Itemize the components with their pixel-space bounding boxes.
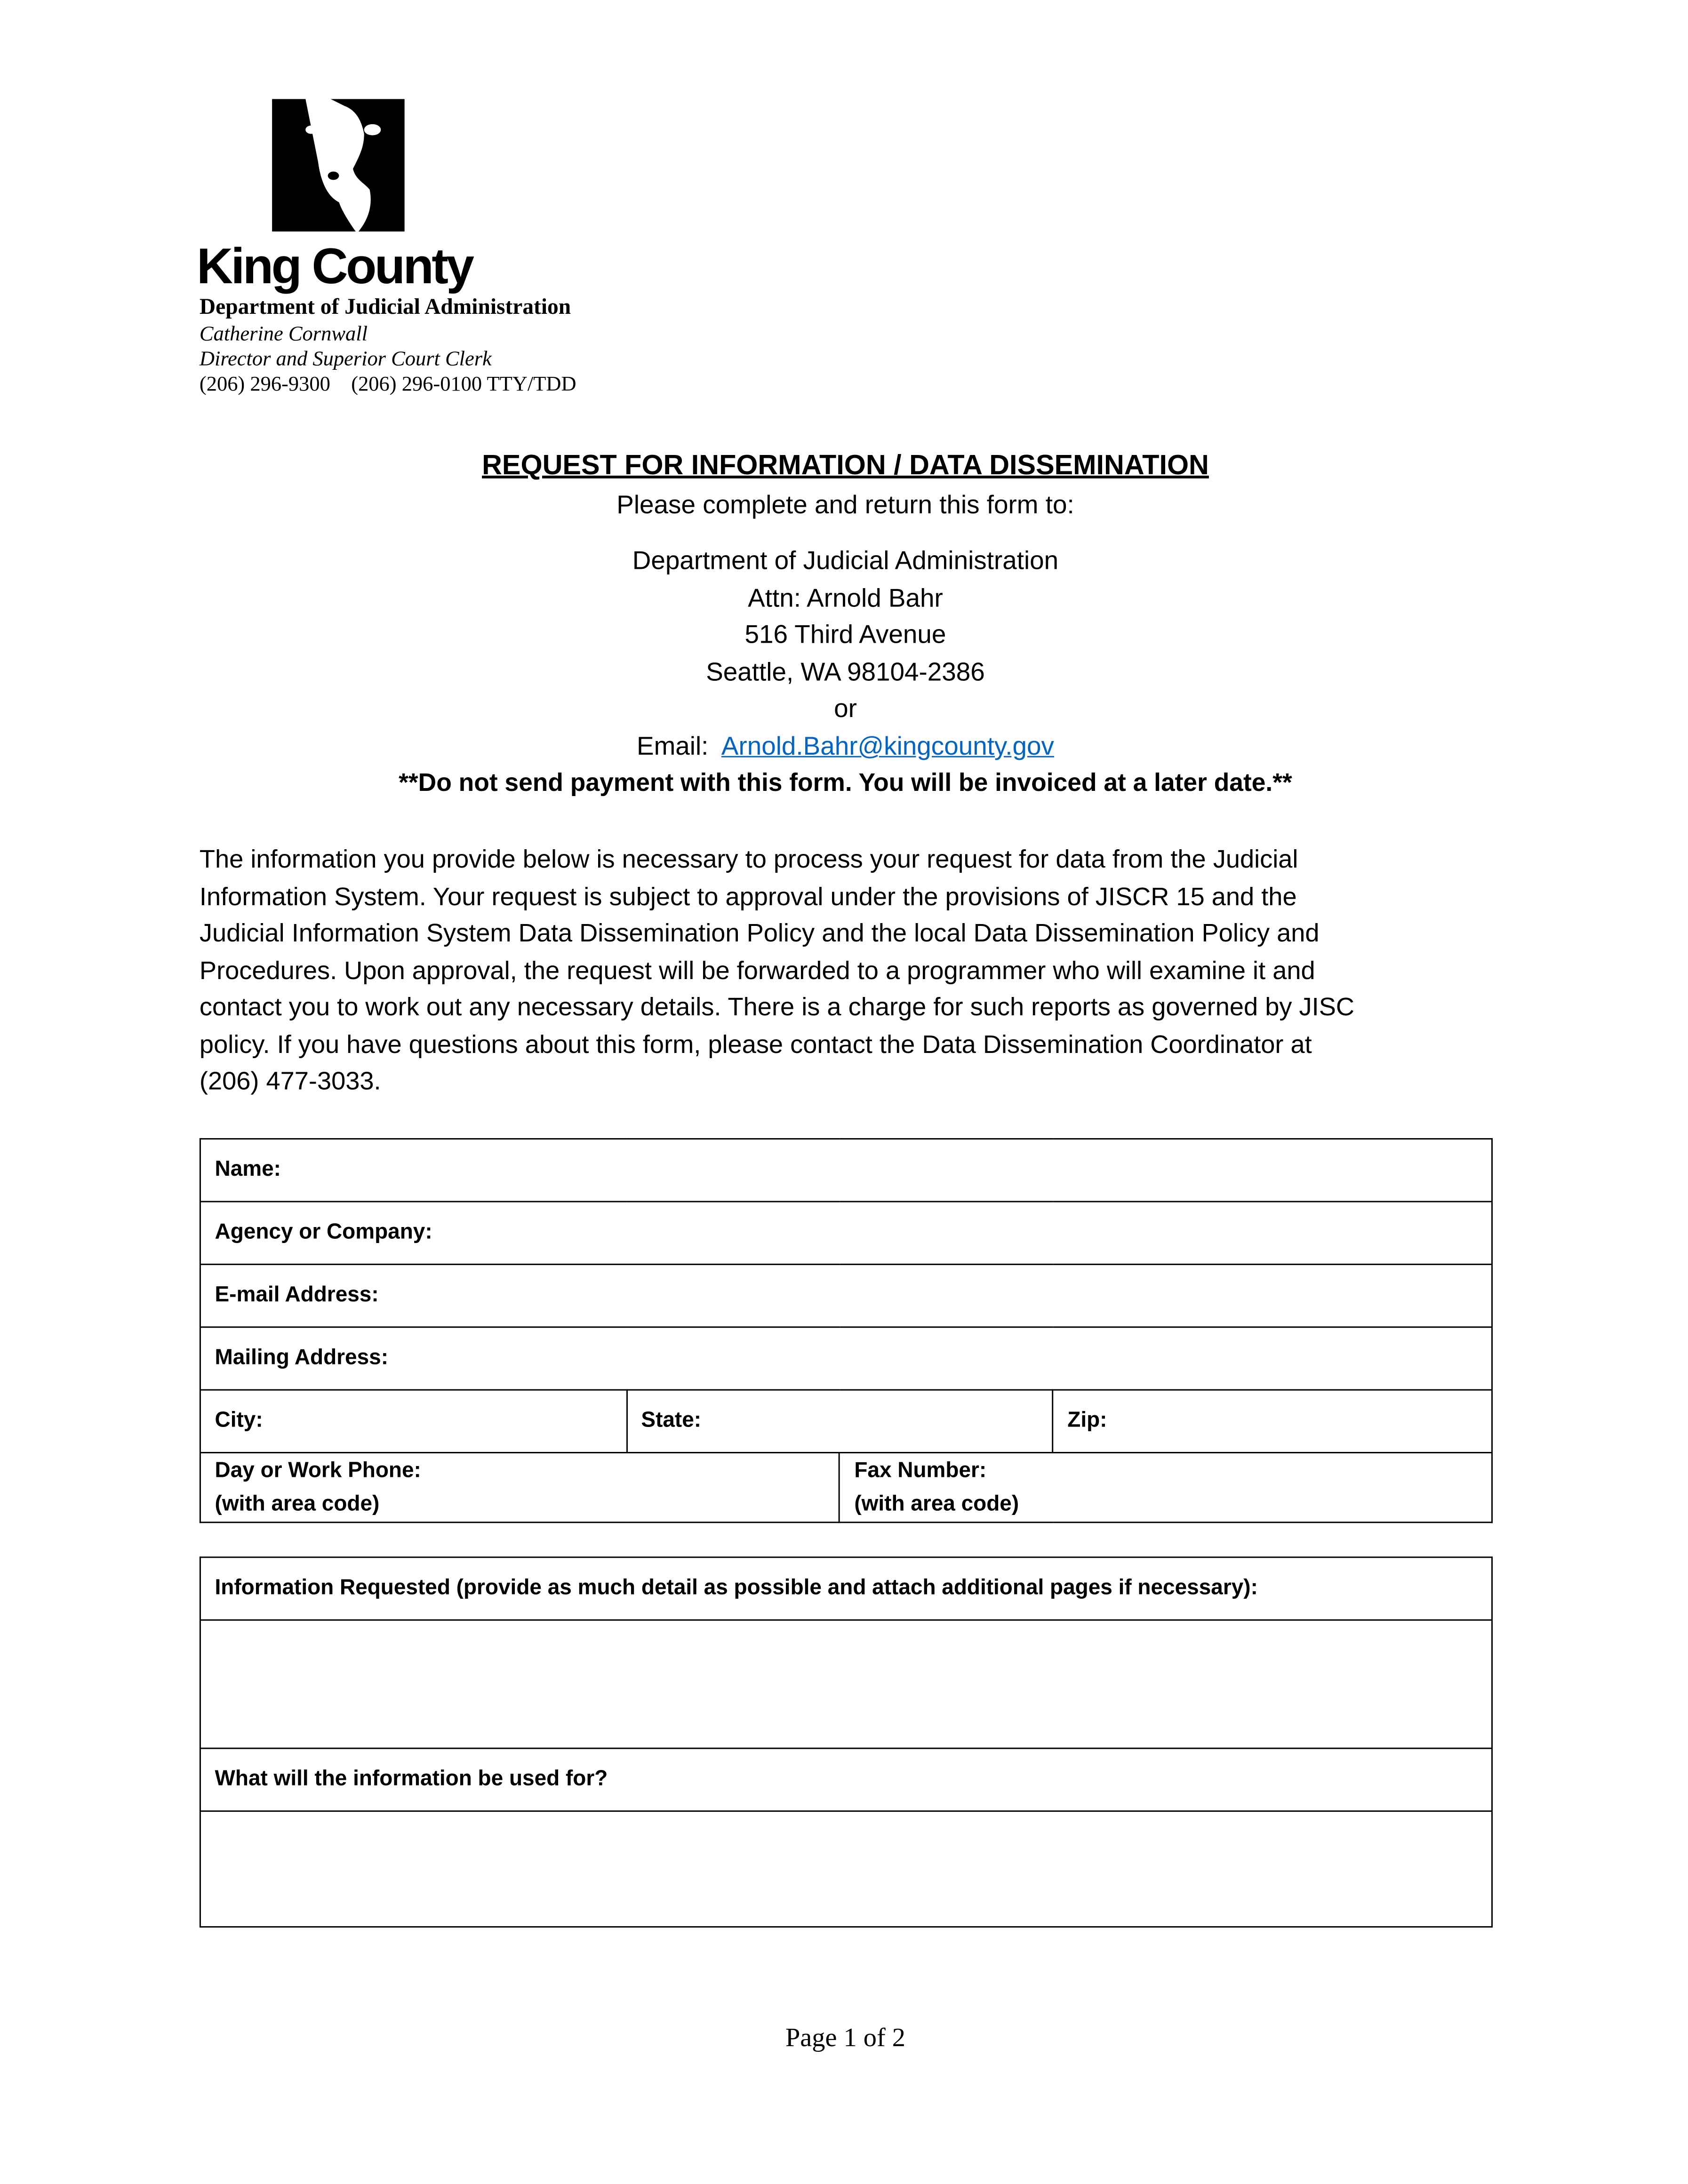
info-requested-input[interactable] xyxy=(200,1620,1492,1748)
fax-field[interactable] xyxy=(840,1453,1492,1522)
fax-label: Fax Number: xyxy=(854,1458,987,1482)
intro-paragraph xyxy=(200,841,1354,1100)
email-field[interactable]: E-mail Address: xyxy=(200,1264,1492,1327)
intro-line: Procedures. Upon approval, the request will be forwarded to a programmer who will examine it and xyxy=(199,955,1315,984)
department-name: Department of Judicial Administration xyxy=(199,295,571,319)
usage-input[interactable] xyxy=(200,1811,1492,1927)
email-line xyxy=(0,731,1688,761)
email-link[interactable]: Arnold.Bahr@kingcounty.gov xyxy=(721,731,1054,760)
agency-field[interactable]: Agency or Company: xyxy=(200,1202,1492,1264)
form-title: REQUEST FOR INFORMATION / DATA DISSEMINATION xyxy=(482,450,1209,481)
address-line-3: 516 Third Avenue xyxy=(744,619,946,649)
address-line-2: Attn: Arnold Bahr xyxy=(748,583,943,613)
zip-field[interactable]: Zip: xyxy=(1053,1390,1492,1452)
contact-info-table xyxy=(200,1138,1493,1523)
request-table xyxy=(200,1556,1493,1928)
return-instruction: Please complete and return this form to: xyxy=(616,489,1074,519)
king-county-wordmark: King County xyxy=(196,237,472,295)
city-field[interactable]: City: xyxy=(200,1390,626,1452)
address-or: or xyxy=(834,693,857,723)
intro-line: policy. If you have questions about this form, please contact the Data Dissemination Coordinator at xyxy=(199,1028,1312,1058)
phone-numbers: (206) 296-9300 (206) 296-0100 TTY/TDD xyxy=(199,374,576,396)
payment-warning: **Do not send payment with this form. You will be invoiced at a later date.** xyxy=(399,768,1292,797)
intro-line: (206) 477-3033. xyxy=(199,1065,381,1095)
page-number: Page 1 of 2 xyxy=(785,2024,905,2053)
intro-line: The information you provide below is necessary to process your request for data from the Judicial xyxy=(199,844,1298,873)
usage-label: What will the information be used for? xyxy=(200,1748,1492,1811)
phone-field[interactable] xyxy=(200,1453,840,1522)
email-label: Email: xyxy=(637,731,709,760)
phone-label: Day or Work Phone: xyxy=(215,1458,421,1482)
phone-note: (with area code) xyxy=(215,1491,380,1515)
director-name: Catherine Cornwall xyxy=(199,323,368,346)
director-title: Director and Superior Court Clerk xyxy=(199,349,492,371)
intro-line: contact you to work out any necessary details. There is a charge for such reports as governed by JISC xyxy=(199,991,1355,1021)
address-line-1: Department of Judicial Administration xyxy=(632,545,1059,575)
address-line-4: Seattle, WA 98104-2386 xyxy=(706,657,985,686)
intro-line: Judicial Information System Data Dissemination Policy and the local Data Dissemination Policy and xyxy=(199,917,1320,947)
state-field[interactable]: State: xyxy=(626,1390,1053,1452)
fax-note: (with area code) xyxy=(854,1491,1019,1515)
name-field[interactable]: Name: xyxy=(200,1139,1492,1202)
mailing-address-field[interactable]: Mailing Address: xyxy=(200,1327,1492,1390)
info-requested-label: Information Requested (provide as much detail as possible and attach additional pages if necessary): xyxy=(200,1557,1492,1620)
king-county-logo-icon xyxy=(272,99,405,231)
intro-line: Information System. Your request is subject to approval under the provisions of JISCR 15 and the xyxy=(199,881,1297,910)
